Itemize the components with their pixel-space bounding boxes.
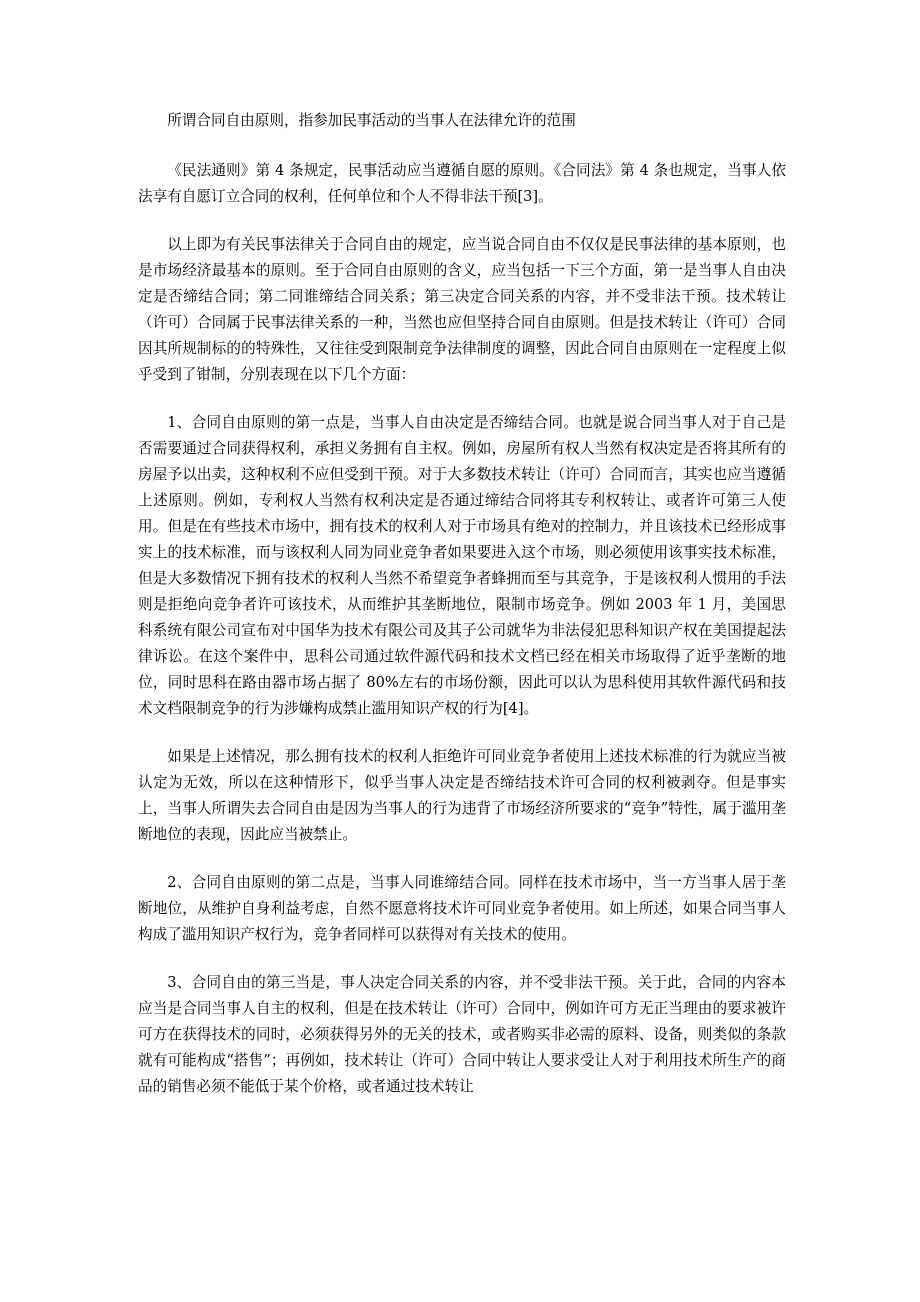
paragraph-legal-basis: 《民法通则》第 4 条规定，民事活动应当遵循自愿的原则。《合同法》第 4 条也规定，当事人依法享有自愿订立合同的权利，任何单位和个人不得非法干预[3]。 (138, 162, 786, 205)
paragraph-point-1-analysis: 如果是上述情况，那么拥有技术的权利人拒绝许可同业竞争者使用上述技术标准的行为就应当被认定为无效，所以在这种情形下，似乎当事人决定是否缔结技术许可合同的权利被剥夺。但是事实上，当事人所谓失去合同自由是因为当事人的行为违背了市场经济所要求的“竞争”特性，属于滥用垄断地位的表现，因此应当被禁止。 (138, 748, 786, 843)
heading-paragraph: 所谓合同自由原则，指参加民事活动的当事人在法律允许的范围 (167, 112, 576, 129)
paragraph-point-1: 1、合同自由原则的第一点是，当事人自由决定是否缔结合同。也就是说合同当事人对于自己是否需要通过合同获得权利，承担义务拥有自主权。例如，房屋所有权人当然有权决定是否将其所有的房屋予以出卖，这种权利不应但受到干预。对于大多数技术转让（许可）合同而言，其实也应当遵循上述原则。例如，专利权人当然有权利决定是否通过缔结合同将其专利权转让、或者许可第三人使用。但是在有些技术市场中，拥有技术的权利人对于市场具有绝对的控制力，并且该技术已经形成事实上的技术标准，而与该权利人同为同业竞争者如果要进入这个市场，则必须使用该事实技术标准，但是大多数情况下拥有技术的权利人当然不希望竞争者蜂拥而至与其竞争，于是该权利人惯用的手法则是拒绝向竞争者许可该技术，从而维护其垄断地位，限制市场竞争。例如 2003 年 1 月，美国思科系统有限公司宣布对中国华为技术有限公司及其子公司就华为非法侵犯思科知识产权在美国提起法律诉讼。在这个案件中，思科公司通过软件源代码和技术文档已经在相关市场取得了近乎垄断的地位，同时思科在路由器市场占据了 80%左右的市场份额，因此可以认为思科使用其软件源代码和技术文档限制竞争的行为涉嫌构成禁止滥用知识产权的行为[4]。 (138, 414, 786, 717)
document-page (138, 108, 786, 1122)
paragraph-point-2: 2、合同自由原则的第二点是，当事人同谁缔结合同。同样在技术市场中，当一方当事人居于垄断地位，从维护自身利益考虑，自然不愿意将技术许可同业竞争者使用。如上所述，如果合同当事人构成了滥用知识产权行为，竞争者同样可以获得对有关技术的使用。 (138, 874, 786, 943)
paragraph-point-3: 3、合同自由的第三当是，事人决定合同关系的内容，并不受非法干预。关于此，合同的内容本应当是合同当事人自主的权利，但是在技术转让（许可）合同中，例如许可方无正当理由的要求被许可方在获得技术的同时，必须获得另外的无关的技术，或者购买非必需的原料、设备，则类似的条款就有可能构成“搭售”；再例如，技术转让（许可）合同中转让人要求受让人对于利用技术所生产的商品的销售必须不能低于某个价格，或者通过技术转让 (138, 974, 786, 1095)
paragraph-principle-meaning: 以上即为有关民事法律关于合同自由的规定，应当说合同自由不仅仅是民事法律的基本原则，也是市场经济最基本的原则。至于合同自由原则的含义，应当包括一下三个方面，第一是当事人自由决定是否缔结合同；第二同谁缔结合同关系；第三决定合同关系的内容，并不受非法干预。技术转让（许可）合同属于民事法律关系的一种，当然也应但坚持合同自由原则。但是技术转让（许可）合同因其所规制标的的特殊性，又往往受到限制竞争法律制度的调整，因此合同自由原则在一定程度上似乎受到了钳制，分别表现在以下几个方面： (138, 236, 786, 383)
